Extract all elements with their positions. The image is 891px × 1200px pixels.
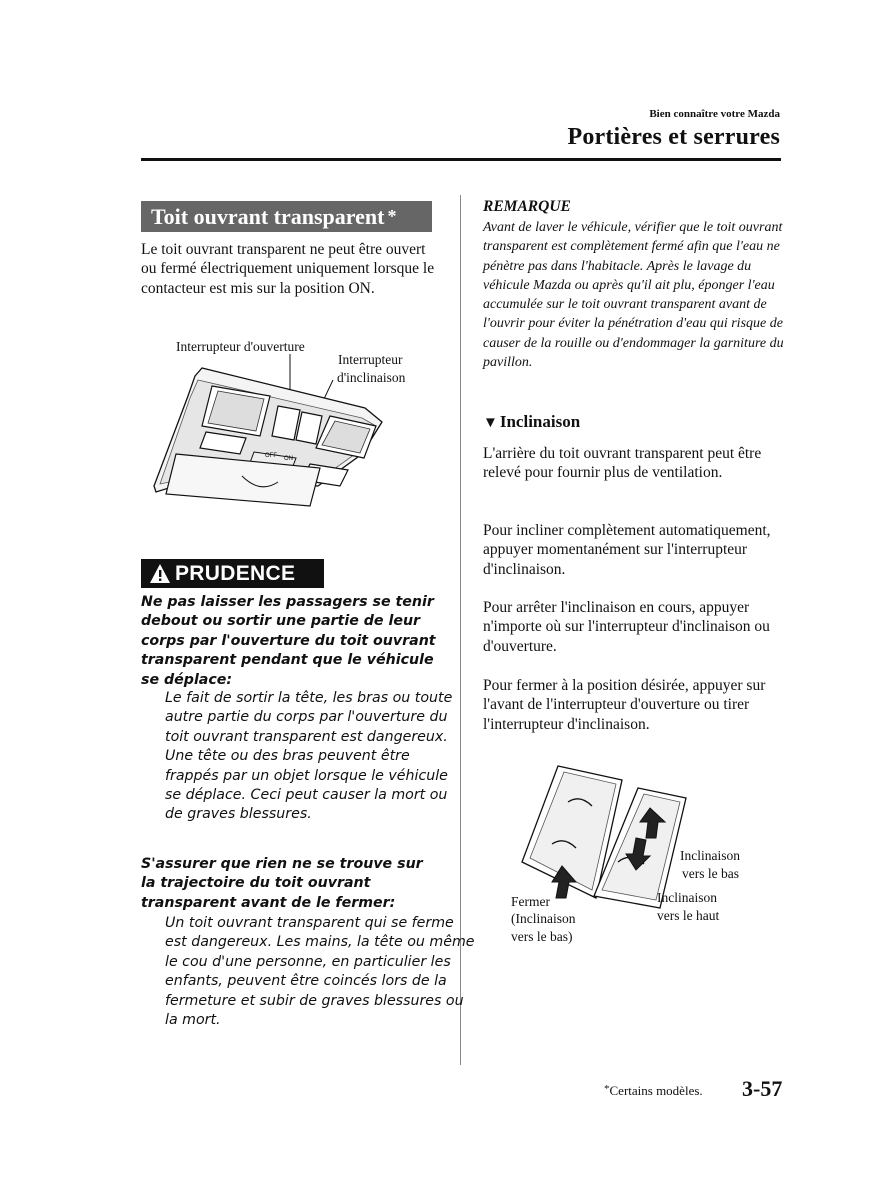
label-tilt-down-2: vers le bas xyxy=(682,866,739,881)
tilt-paragraph-4: Pour fermer à la position désirée, appuyer sur l'avant de l'interrupteur d'ouverture ou tirer l'interrupteur d'inclinaison. xyxy=(483,677,766,733)
switch-diagram xyxy=(522,766,686,908)
label-close-2: (Inclinaison xyxy=(511,911,576,926)
model-star: * xyxy=(387,206,397,226)
caution-item1-heading: Ne pas laisser les passagers se tenir debout ou sortir une partie de leur corps par l'ouverture du toit ouvrant transparent pendant que le véhicule se déplace: xyxy=(141,594,436,688)
tilt-paragraph-3: Pour arrêter l'inclinaison en cours, appuyer n'importe où sur l'interrupteur d'inclinaison ou d'ouverture. xyxy=(483,599,770,655)
label-close-3: vers le bas) xyxy=(511,929,573,944)
console-on-label: ON xyxy=(284,456,293,462)
caution-item2-body: Un toit ouvrant transparent qui se ferme est dangereux. Les mains, la tête ou même le cou d'une personne, en particulier les enfants, peuvent être coincés lors de la fermeture et subir de graves blessures ou la mort. xyxy=(165,915,475,1029)
footnote xyxy=(604,1083,703,1099)
subsection-heading xyxy=(483,412,580,432)
intro-paragraph: Le toit ouvrant transparent ne peut être ouvert ou fermé électriquement uniquement lorsque le contacteur est mis sur la position ON. xyxy=(141,241,435,297)
footnote-star: * xyxy=(604,1083,610,1095)
running-header-section: Bien connaître votre Mazda xyxy=(649,108,780,120)
warning-triangle-icon xyxy=(149,563,171,584)
section-title-bar xyxy=(141,201,432,232)
page-number: 3-57 xyxy=(742,1076,783,1101)
running-header-chapter: Portières et serrures xyxy=(567,124,780,150)
label-open-switch: Interrupteur d'ouverture xyxy=(176,339,305,354)
overhead-console-figure xyxy=(150,336,440,516)
remark-heading: REMARQUE xyxy=(483,198,571,215)
label-tilt-up-1: Inclinaison xyxy=(657,890,717,905)
label-tilt-up-2: vers le haut xyxy=(657,908,720,923)
caution-item1-body: Le fait de sortir la tête, les bras ou toute autre partie du corps par l'ouverture du toit ouvrant transparent est dangereux. Une tête ou des bras peuvent être frappés par un objet lorsque le véhicule se déplace. Ceci peut causer la mort ou de graves blessures. xyxy=(165,690,453,823)
label-tilt-switch-line1: Interrupteur xyxy=(338,352,403,367)
footnote-text: Certains modèles. xyxy=(609,1083,703,1098)
caution-item2-heading: S'assurer que rien ne se trouve sur la trajectoire du toit ouvrant transparent avant de le fermer: xyxy=(141,856,423,911)
header-rule xyxy=(141,158,781,161)
console-body xyxy=(154,368,382,506)
subsection-title: Inclinaison xyxy=(499,412,581,431)
label-tilt-switch-line2: d'inclinaison xyxy=(337,370,406,385)
caution-label xyxy=(141,559,324,588)
tilt-paragraph-1: L'arrière du toit ouvrant transparent peut être relevé pour fournir plus de ventilation. xyxy=(483,445,762,482)
caution-text: PRUDENCE xyxy=(175,562,296,585)
section-title: Toit ouvrant transparent xyxy=(151,204,385,229)
console-off-label: OFF xyxy=(265,453,277,459)
remark-body: Avant de laver le véhicule, vérifier que le toit ouvrant transparent est complètement fermé afin que l'eau ne pénètre pas dans l'habitacle. Après le lavage du véhicule Mazda ou après qu'il ait plu, éponger l'eau accumulée sur le toit ouvrant transparent avant de l'ouvrir pour éviter la pénétration d'eau qui risque de causer de la rouille ou d'endommager la garniture du pavillon. xyxy=(483,220,784,371)
triangle-marker-icon: ▼ xyxy=(483,415,498,431)
label-tilt-down-1: Inclinaison xyxy=(680,848,740,863)
label-close-1: Fermer xyxy=(511,894,550,909)
tilt-paragraph-2: Pour incliner complètement automatiquement, appuyer momentanément sur l'interrupteur d'inclinaison. xyxy=(483,522,771,578)
tilt-switch-figure xyxy=(500,758,790,958)
